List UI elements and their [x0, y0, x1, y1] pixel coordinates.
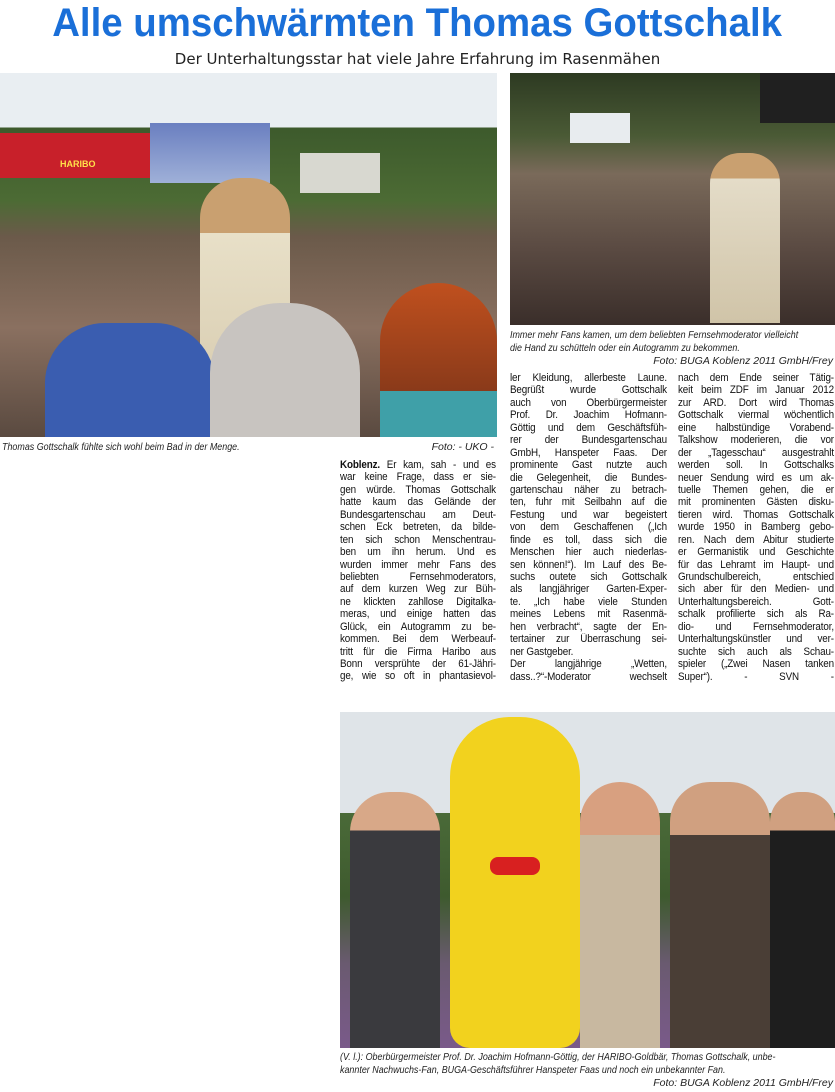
text-line: eine halbstündige Vorabend-	[678, 421, 834, 434]
text-line: meras, und einige hatten das	[340, 608, 496, 621]
stage-roof	[760, 73, 835, 123]
text-line: Gottschalk viermal wöchentlich	[678, 409, 834, 422]
text-line: von dem Geschaffenen („Ich	[510, 521, 667, 534]
spectator-blue-shirt	[45, 323, 215, 437]
gottschalk-on-stage	[710, 153, 780, 323]
dateline: Koblenz.	[340, 459, 380, 471]
text-line: Unterhaltungskünstler und ver-	[678, 633, 834, 646]
spectator-grey-head	[210, 303, 360, 437]
text-line: hen verbracht“, sagte der En-	[510, 620, 667, 633]
text-line: auf dem kurzen Weg zur Büh-	[340, 583, 496, 596]
text-line: sen können!“). Im Lauf des Be-	[510, 558, 667, 571]
text-line: GmbH, Hanspeter Faas. Der	[510, 446, 667, 459]
text-line: hatte kaum das Gelände der	[340, 496, 496, 509]
text-line: ge, wie so oft in phantasievol-	[340, 670, 496, 683]
text-line: tertainer zur Überraschung sei-	[510, 633, 667, 646]
text-line: dass..?“-Moderator wechselt	[510, 670, 667, 683]
text-line: die Gelegenheit, die Bundes-	[510, 471, 667, 484]
photo-gottschalk-crowd	[0, 73, 497, 437]
text-line: wurde 1950 in Bamberg gebo-	[678, 521, 834, 534]
mayor-figure	[350, 792, 440, 1048]
photo2-credit: Foto: BUGA Koblenz 2011 GmbH/Frey	[653, 355, 833, 367]
subheadline: Der Unterhaltungsstar hat viele Jahre Erfahrung im Rasenmähen	[174, 50, 661, 68]
faas-figure	[670, 782, 770, 1048]
text-line: tritt für die Firma Haribo aus	[340, 645, 496, 658]
text-line: prominente Gast nutzte auch	[510, 459, 667, 472]
text-line: ner Gastgeber.	[510, 645, 574, 658]
photo1-caption: Thomas Gottschalk fühlte sich wohl beim Bad in der Menge.	[2, 441, 240, 453]
text-line: der „Tagesschau“ ausgestrahlt	[678, 446, 834, 459]
text-line: ren. Nach dem Abitur studierte	[678, 533, 834, 546]
text-line: Super“). - SVN -	[678, 670, 834, 683]
booth	[300, 153, 380, 193]
photo3-caption-line: (V. l.): Oberbürgermeister Prof. Dr. Joachim Hofmann-Göttig, der HARIBO-Goldbär, Thomas Gottschalk, unbe-	[340, 1051, 776, 1063]
text-line: Bonn versprühte der 61-Jähri-	[340, 658, 496, 670]
text-line: als langjähriger Garten-Exper-	[510, 583, 667, 596]
text-line: mit prominenten Gästen disku-	[678, 496, 834, 509]
text-line: ben um ihn herum. Und es	[340, 546, 496, 559]
text-line: Begrüßt wurde Gottschalk	[510, 384, 667, 397]
headline-wrapper	[0, 0, 835, 46]
text-line: gartenschau näher zu betrach-	[510, 483, 667, 496]
text-line: zur ARD. Dort wird Thomas	[678, 396, 834, 409]
red-bow	[490, 857, 540, 875]
text-line: keit beim ZDF im Januar 2012	[678, 384, 834, 397]
text-line: kommen. Bei dem Werbeauf-	[340, 633, 496, 646]
text-line: beliebten Fernsehmoderators,	[340, 570, 496, 583]
fan-figure	[770, 792, 835, 1048]
text-line: neuer Sendung wird es um ak-	[678, 471, 834, 484]
text-line: werden soll. In Gottschalks	[678, 459, 834, 472]
text-line: nach dem Ende seiner Tätig-	[678, 372, 834, 384]
text-line: Der langjährige „Wetten,	[510, 658, 667, 671]
text-line: ten, fuhr mit Seilbahn auf die	[510, 496, 667, 509]
text-line: tieren wird. Thomas Gottschalk	[678, 508, 834, 521]
text-line: Menschen hier auch niederlas-	[510, 546, 667, 559]
text-line: Glück, ein Autogramm zu be-	[340, 620, 496, 633]
text-line: Unterhaltungsbereich. Gott-	[678, 595, 834, 608]
text-line: er Germanistik und Geschichte	[678, 546, 834, 559]
text-line	[340, 459, 496, 471]
spectator-red-hair	[380, 283, 497, 437]
text-line: ler Kleidung, allerbeste Laune.	[510, 372, 667, 384]
article-column-1	[340, 459, 496, 683]
photo2-caption-line: Immer mehr Fans kamen, um dem beliebten Fernsehmoderator vielleicht	[510, 329, 799, 341]
text-line: gen würde. Thomas Gottschalk	[340, 483, 496, 496]
text-line: ne klickten zahllose Digitalka-	[340, 595, 496, 608]
photo1-credit: Foto: - UKO -	[431, 441, 494, 453]
headline: Alle umschwärmten Thomas Gottschalk	[52, 1, 783, 45]
gottschalk-figure	[580, 782, 660, 1048]
text-line: suchte sich auch als Schau-	[678, 645, 834, 658]
text-line: Grundschulbereich, entschied	[678, 571, 834, 583]
photo3-credit: Foto: BUGA Koblenz 2011 GmbH/Frey	[653, 1077, 833, 1089]
text-line: meines Lebens mit Rasenmä-	[510, 608, 667, 621]
text-line: ten sich schon Menschentrau-	[340, 533, 496, 546]
text-line: schen Eck betreten, da bilde-	[340, 521, 496, 534]
text-line: für das Lehramt im Haupt- und	[678, 558, 834, 571]
haribo-sign: HARIBO	[60, 159, 96, 169]
text-line: spieler („Zwei Nasen tanken	[678, 658, 834, 671]
text-line: war keine Frage, dass er sie-	[340, 471, 496, 484]
text-line: dio- und Fernsehmoderator,	[678, 620, 834, 633]
text-line: tuelle Themen gehen, die er	[678, 483, 834, 496]
haribo-tent	[0, 133, 150, 178]
goldbear-mascot	[450, 717, 580, 1048]
text-line: suchs outete sich Gottschalk	[510, 571, 667, 583]
castle-decoration	[150, 123, 270, 183]
text-line: finde es toll, dass sich die	[510, 533, 667, 546]
text-line: wurden immer mehr Fans des	[340, 558, 496, 571]
text-line: sich aber für den Medien- und	[678, 583, 834, 596]
text-line: Prof. Dr. Joachim Hofmann-	[510, 409, 667, 422]
sky	[570, 113, 630, 143]
photo-group-with-goldbear	[340, 712, 835, 1048]
photo2-caption-line: die Hand zu schütteln oder ein Autogramm zu bekommen.	[510, 342, 740, 354]
text-line-rest: Er kam, sah - und es	[379, 459, 496, 471]
text-line: schalk profilierte sich als Ra-	[678, 608, 834, 621]
text-line: Festung und war begeistert	[510, 508, 667, 521]
text-line: auch von Oberbürgermeister	[510, 396, 667, 409]
text-line: rer der Bundesgartenschau	[510, 434, 667, 447]
text-line: Talkshow moderieren, die vor	[678, 434, 834, 447]
text-line: Bundesgartenschau am Deut-	[340, 508, 496, 521]
photo3-caption-line: kannter Nachwuchs-Fan, BUGA-Geschäftsführer Hanspeter Faas und noch ein unbekannter Fan.	[340, 1064, 726, 1076]
text-line: Göttig und dem Geschäftsfüh-	[510, 421, 667, 434]
text-line: te. „Ich habe viele Stunden	[510, 595, 667, 608]
article-column-3	[678, 372, 834, 683]
article-column-2	[510, 372, 667, 683]
photo-fans-stage	[510, 73, 835, 325]
